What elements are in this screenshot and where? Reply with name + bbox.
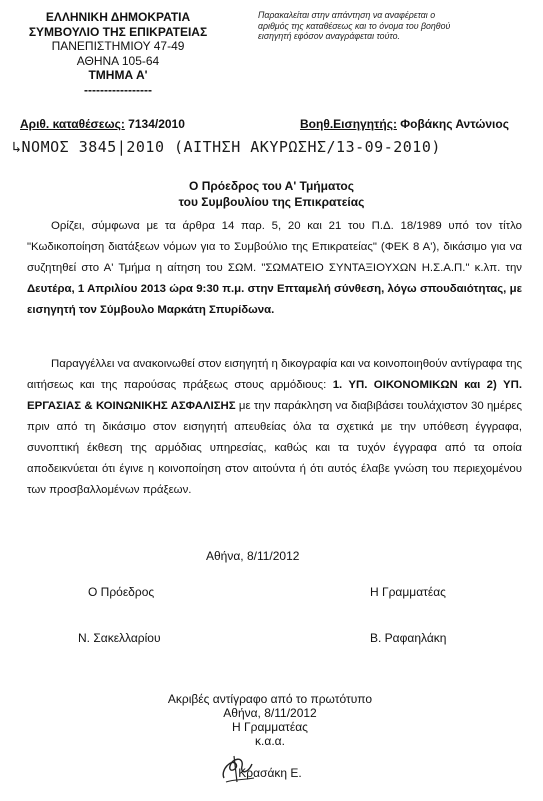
filing-number [20,117,185,131]
reply-instruction-note: Παρακαλείται στην απάντηση να αναφέρεται ο αριθμός της καταθέσεως και το όνομα του βοηθού εισηγητή εφόσον αναγράφεται τούτο. [258,10,451,41]
certification-line3: Η Γραμματέας [232,720,308,734]
secretary-title: Η Γραμματέας [370,585,446,599]
header-council: ΣΥΜΒΟΥΛΙΟ ΤΗΣ ΕΠΙΚΡΑΤΕΙΑΣ [28,24,208,39]
header-divider: ----------------- [84,82,152,97]
decision-title-line2: του Συμβουλίου της Επικρατείας [178,195,365,209]
header-country: ΕΛΛΗΝΙΚΗ ΔΗΜΟΚΡΑΤΙΑ [45,10,191,24]
secretary-name: Β. Ραφαηλάκη [370,631,447,645]
paragraph2-text: Παραγγέλλει να ανακοινωθεί στον εισηγητή η δικογραφία και να κοινοποιηθούν αντίγραφα της αιτήσεως και της παρούσας πράξεως στους αρμόδιους: [27,358,522,391]
assistant-value: Φοβάκης Αντώνιος [400,117,509,131]
decision-title [0,178,543,210]
assistant-rapporteur [300,117,509,131]
paragraph2-rest: με την παράκληση να διαβιβάσει τουλάχιστον 30 ημέρες πριν από τη δικάσιμο στον εισηγητή απευθείας όλα τα σχετικά με την υπόθεση έγγραφα, συνοπτική έκθεση της αρμόδιας υπηρεσίας, καθώς και τα τυχόν έγγραφα από τα οποία αποδεικνύεται ότι έγινε η κοινοποίηση στον αιτούντα ή ότι αυτός έλαβε γνώση του περιεχομένου των προσβαλλομένων πράξεων. [27,400,522,496]
certification-block [130,692,410,780]
handwritten-signature [218,752,258,788]
handwritten-annotation: ↳ΝΟΜΟΣ 3845|2010 (ΑΙΤΗΣΗ ΑΚΥΡΩΣΗΣ/13-09-2010) [12,138,441,156]
paragraph-hearing-date [27,216,522,321]
paragraph1-bold: Δευτέρα, 1 Απριλίου 2013 ώρα 9:30 π.μ. στην Επταμελή σύνθεση, λόγω σπουδαιότητας, με εισηγητή τον Σύμβουλο Μαρκάτη Σπυρίδωνα. [27,283,522,316]
header-city: ΑΘΗΝΑ 105-64 [76,53,160,68]
paragraph-notification [27,354,522,501]
decision-title-line1: Ο Πρόεδρος του Α' Τμήματος [189,179,354,193]
president-title: Ο Πρόεδρος [88,585,155,599]
header-section: ΤΜΗΜΑ Α' [88,68,148,82]
certification-line1: Ακριβές αντίγραφο από το πρωτότυπο [167,692,373,706]
president-name: Ν. Σακελλαρίου [78,631,161,645]
paragraph2-bold: 1. ΥΠ. ΟΙΚΟΝΟΜΙΚΩΝ και 2) ΥΠ. ΕΡΓΑΣΙΑΣ & ΚΟΙΝΩΝΙΚΗΣ ΑΣΦΑΛΙΣΗΣ [27,379,522,412]
certification-line4: κ.α.α. [255,734,285,748]
certification-line2: Αθήνα, 8/11/2012 [223,706,317,720]
place-date: Αθήνα, 8/11/2012 [206,549,300,563]
assistant-label: Βοηθ.Εισηγητής: [300,117,397,131]
filing-label: Αριθ. καταθέσεως: [20,117,125,131]
paragraph1-text: Ορίζει, σύμφωνα με τα άρθρα 14 παρ. 5, 20 και 21 του Π.Δ. 18/1989 υπό τον τίτλο "Κωδικοποίηση διατάξεων νόμων για το Συμβούλιο της Επικρατείας" (ΦΕΚ 8 Α'), δικάσιμο για να συζητηθεί στο Α' Τμήμα η αίτηση του ΣΩΜ. "ΣΩΜΑΤΕΙΟ ΣΥΝΤΑΞΙΟΥΧΩΝ Η.Σ.Α.Π." κ.λπ. την [27,220,522,274]
header-street: ΠΑΝΕΠΙΣΤΗΜΙΟΥ 47-49 [51,39,185,53]
certification-name: Κρασάκη Ε. [238,766,302,780]
filing-value: 7134/2010 [128,117,185,131]
issuer-header [20,10,216,97]
